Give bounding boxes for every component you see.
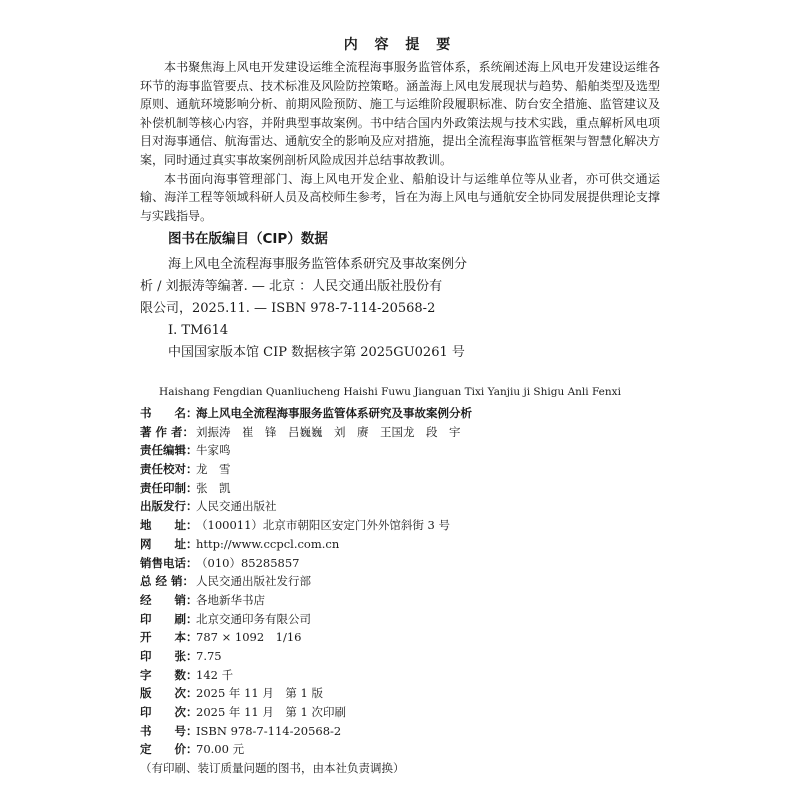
- info-row: [140, 441, 660, 460]
- info-row: [140, 610, 660, 629]
- info-label: 开 本：: [140, 630, 198, 645]
- info-row: [140, 591, 660, 610]
- info-row: [140, 497, 660, 516]
- info-value: 北京交通印务有限公司: [196, 611, 311, 626]
- info-value: 2025 年 11 月 第 1 次印刷: [196, 705, 346, 719]
- cip-line: 中国国家版本馆 CIP 数据核字第 2025GU0261 号: [168, 345, 465, 360]
- info-row: [140, 647, 660, 666]
- info-value: ISBN 978-7-114-20568-2: [196, 723, 342, 738]
- info-label: 著 作 者：: [140, 424, 195, 439]
- pinyin-title: Haishang Fengdian Quanliucheng Haishi Fuwu Jianguan Tixi Yanjiu ji Shigu Anli Fenxi: [159, 386, 621, 398]
- info-value: 海上风电全流程海事服务监管体系研究及事故案例分析: [196, 406, 472, 420]
- info-row: [140, 479, 660, 498]
- summary-paragraph: 本书面向海事管理部门、海上风电开发企业、船舶设计与运维单位等从业者，亦可供交通运输、海洋工程等领域科研人员及高校师生参考，旨在为海上风电与通航安全协同发展提供理论支撑与实践指导。: [140, 171, 660, 223]
- info-value: （010）85285857: [196, 555, 300, 570]
- summary-body: [140, 58, 660, 225]
- cip-record: [140, 254, 640, 364]
- cip-line: 析 / 刘振涛等编著. — 北京 ：人民交通出版社股份有: [140, 279, 443, 294]
- info-label: 印 次：: [140, 705, 198, 719]
- info-value: http://www.ccpcl.com.cn: [196, 536, 340, 551]
- info-row: [140, 460, 660, 479]
- info-row: [140, 404, 660, 423]
- info-value: 刘振涛 崔 锋 吕巍巍 刘 赓 王国龙 段 宇: [196, 424, 461, 439]
- info-row: [140, 554, 660, 573]
- info-value: 2025 年 11 月 第 1 版: [196, 686, 323, 701]
- info-label: 总 经 销：: [140, 574, 195, 589]
- info-value: （100011）北京市朝阳区安定门外外馆斜街 3 号: [196, 518, 451, 533]
- info-label: 定 价：: [140, 742, 198, 757]
- info-label: 责任印制：: [140, 480, 198, 495]
- info-label: 销售电话：: [140, 555, 198, 570]
- info-label: 经 销：: [140, 592, 198, 607]
- info-row: [140, 628, 660, 647]
- info-row: [140, 516, 660, 535]
- info-row: [140, 740, 660, 759]
- footer-note: （有印刷、装订质量问题的图书，由本社负责调换）: [140, 761, 405, 776]
- info-value: 各地新华书店: [196, 592, 265, 607]
- info-label: 网 址：: [140, 536, 198, 551]
- info-row: [140, 722, 660, 741]
- info-value: 龙 雪: [196, 462, 231, 477]
- info-row: [140, 423, 660, 442]
- info-label: 责任校对：: [140, 462, 198, 477]
- info-value: 人民交通出版社发行部: [196, 574, 311, 589]
- info-label: 版 次：: [140, 686, 198, 701]
- info-row: [140, 684, 660, 703]
- publication-info: [140, 404, 660, 778]
- info-label: 地 址：: [140, 518, 198, 533]
- info-label: 书 名：: [140, 406, 198, 420]
- info-label: 出版发行：: [140, 499, 198, 514]
- cip-line: Ⅰ. TM614: [168, 323, 229, 338]
- info-row: [140, 572, 660, 591]
- info-value: 张 凯: [196, 480, 231, 495]
- info-row: [140, 535, 660, 554]
- info-row: [140, 666, 660, 685]
- info-label: 字 数：: [140, 667, 198, 682]
- info-value: 142 千: [196, 667, 234, 682]
- info-value: 787 × 1092 1/16: [196, 630, 302, 645]
- info-value: 牛家鸣: [196, 443, 231, 458]
- info-value: 人民交通出版社: [196, 499, 277, 514]
- info-label: 书 号：: [140, 723, 198, 738]
- info-value: 7.75: [196, 648, 222, 663]
- info-value: 70.00 元: [196, 742, 245, 757]
- info-row: [140, 703, 660, 722]
- info-label: 责任编辑：: [140, 443, 198, 458]
- cip-line: 海上风电全流程海事服务监管体系研究及事故案例分: [168, 257, 468, 272]
- cip-heading: 图书在版编目（CIP）数据: [168, 231, 328, 247]
- summary-title: 内 容 提 要: [343, 37, 457, 53]
- info-label: 印 张：: [140, 648, 198, 663]
- cip-line: 限公司，2025.11. — ISBN 978-7-114-20568-2: [140, 301, 436, 316]
- info-label: 印 刷：: [140, 611, 198, 626]
- summary-paragraph: 本书聚焦海上风电开发建设运维全流程海事服务监管体系，系统阐述海上风电开发建设运维各环节的海事监管要点、技术标准及风险防控策略。涵盖海上风电发展现状与趋势、船舶类型及选型原则、通航环境影响分析、前期风险预防、施工与运维阶段履职标准、防台安全措施、监管建议及补偿机制等核心内容，并附典型事故案例。书中结合国内外政策法规与技术实践，重点解析风电项目对海事通信、航海雷达、通航安全的影响及应对措施，提出全流程海事监管框架与智慧化解决方案，同时通过真实事故案例剖析风险成因并总结事故教训。: [140, 60, 660, 167]
